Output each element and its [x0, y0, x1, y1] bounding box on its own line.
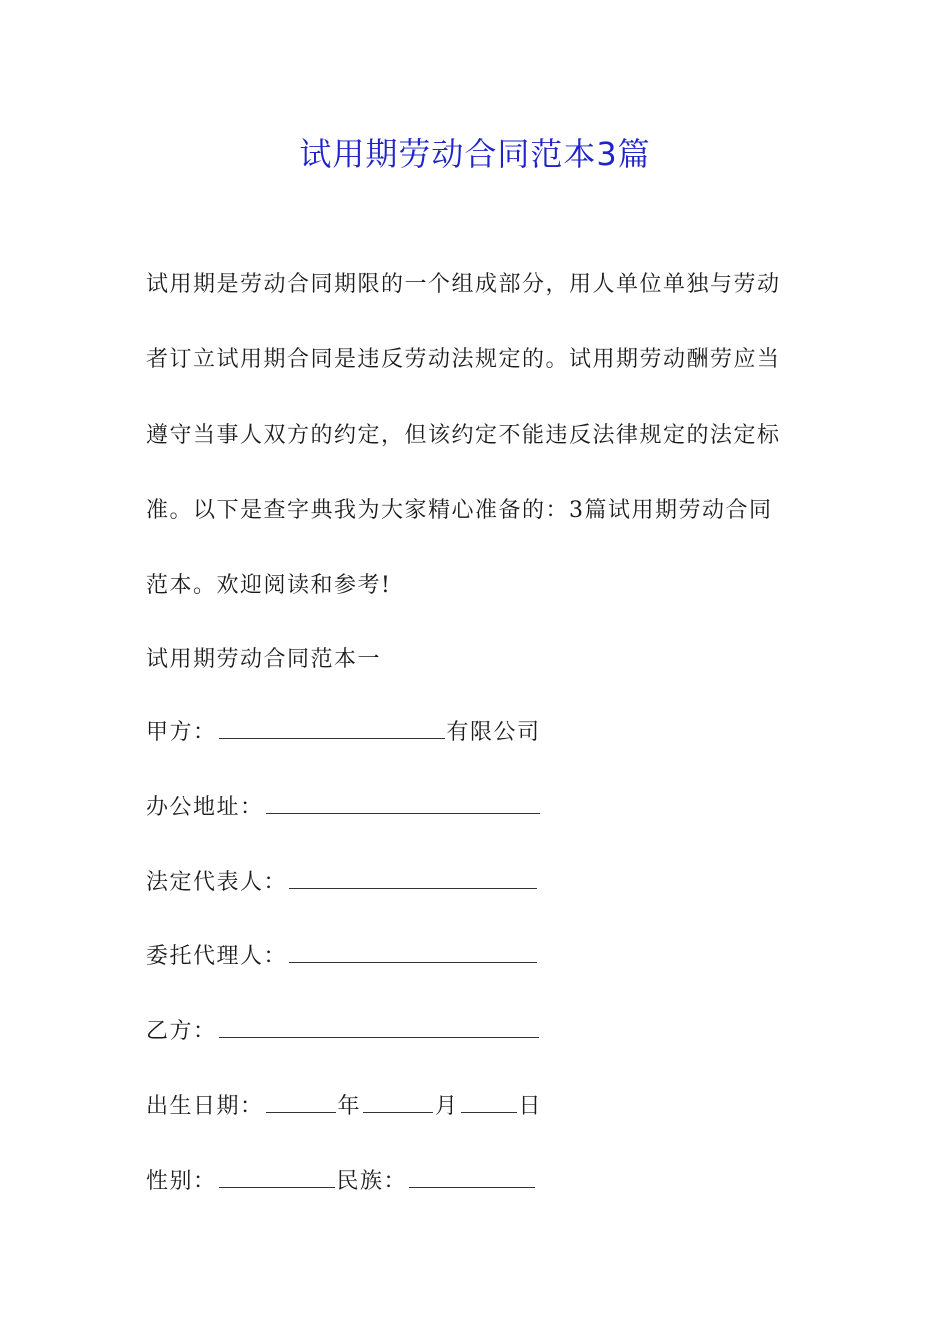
birth-date-field: [146, 1088, 542, 1125]
section-heading: 试用期劳动合同范本一: [146, 647, 382, 672]
intro-line-4: 准。以下是查字典我为大家精心准备的：3篇试用期劳动合同: [146, 498, 773, 523]
month-label: 月: [435, 1094, 459, 1119]
office-address-blank[interactable]: [266, 791, 540, 814]
party-a-suffix: 有限公司: [446, 720, 541, 745]
intro-line-3: 遵守当事人双方的约定，但该约定不能违反法律规定的法定标: [146, 423, 781, 448]
gender-ethnicity-field: [146, 1163, 537, 1200]
party-b-label: 乙方：: [146, 1019, 217, 1044]
party-a-blank[interactable]: [219, 716, 445, 739]
party-b-field: [146, 1013, 541, 1050]
gender-label: 性别：: [146, 1169, 217, 1194]
ethnicity-label: 民族：: [336, 1169, 408, 1194]
ethnicity-blank[interactable]: [409, 1165, 535, 1188]
year-label: 年: [337, 1094, 362, 1119]
birth-day-blank[interactable]: [461, 1090, 517, 1113]
legal-rep-label: 法定代表人：: [146, 870, 288, 895]
agent-field: [146, 938, 539, 975]
party-a-label: 甲方：: [146, 720, 217, 745]
birth-date-label: 出生日期：: [146, 1094, 264, 1119]
birth-month-blank[interactable]: [363, 1090, 433, 1113]
gender-blank[interactable]: [219, 1165, 335, 1188]
agent-label: 委托代理人：: [146, 944, 288, 969]
legal-rep-field: [146, 864, 539, 901]
party-b-blank[interactable]: [219, 1015, 539, 1038]
legal-rep-blank[interactable]: [289, 866, 537, 889]
intro-line-5: 范本。欢迎阅读和参考!: [146, 573, 392, 598]
agent-blank[interactable]: [289, 940, 537, 963]
office-address-field: [146, 789, 542, 826]
office-address-label: 办公地址：: [146, 795, 264, 820]
party-a-field: [146, 714, 541, 751]
intro-line-1: 试用期是劳动合同期限的一个组成部分，用人单位单独与劳动: [146, 272, 781, 297]
day-label: 日: [518, 1094, 543, 1119]
intro-line-2: 者订立试用期合同是违反劳动法规定的。试用期劳动酬劳应当: [146, 347, 781, 372]
birth-year-blank[interactable]: [266, 1090, 336, 1113]
document-title: 试用期劳动合同范本3篇: [299, 135, 651, 173]
